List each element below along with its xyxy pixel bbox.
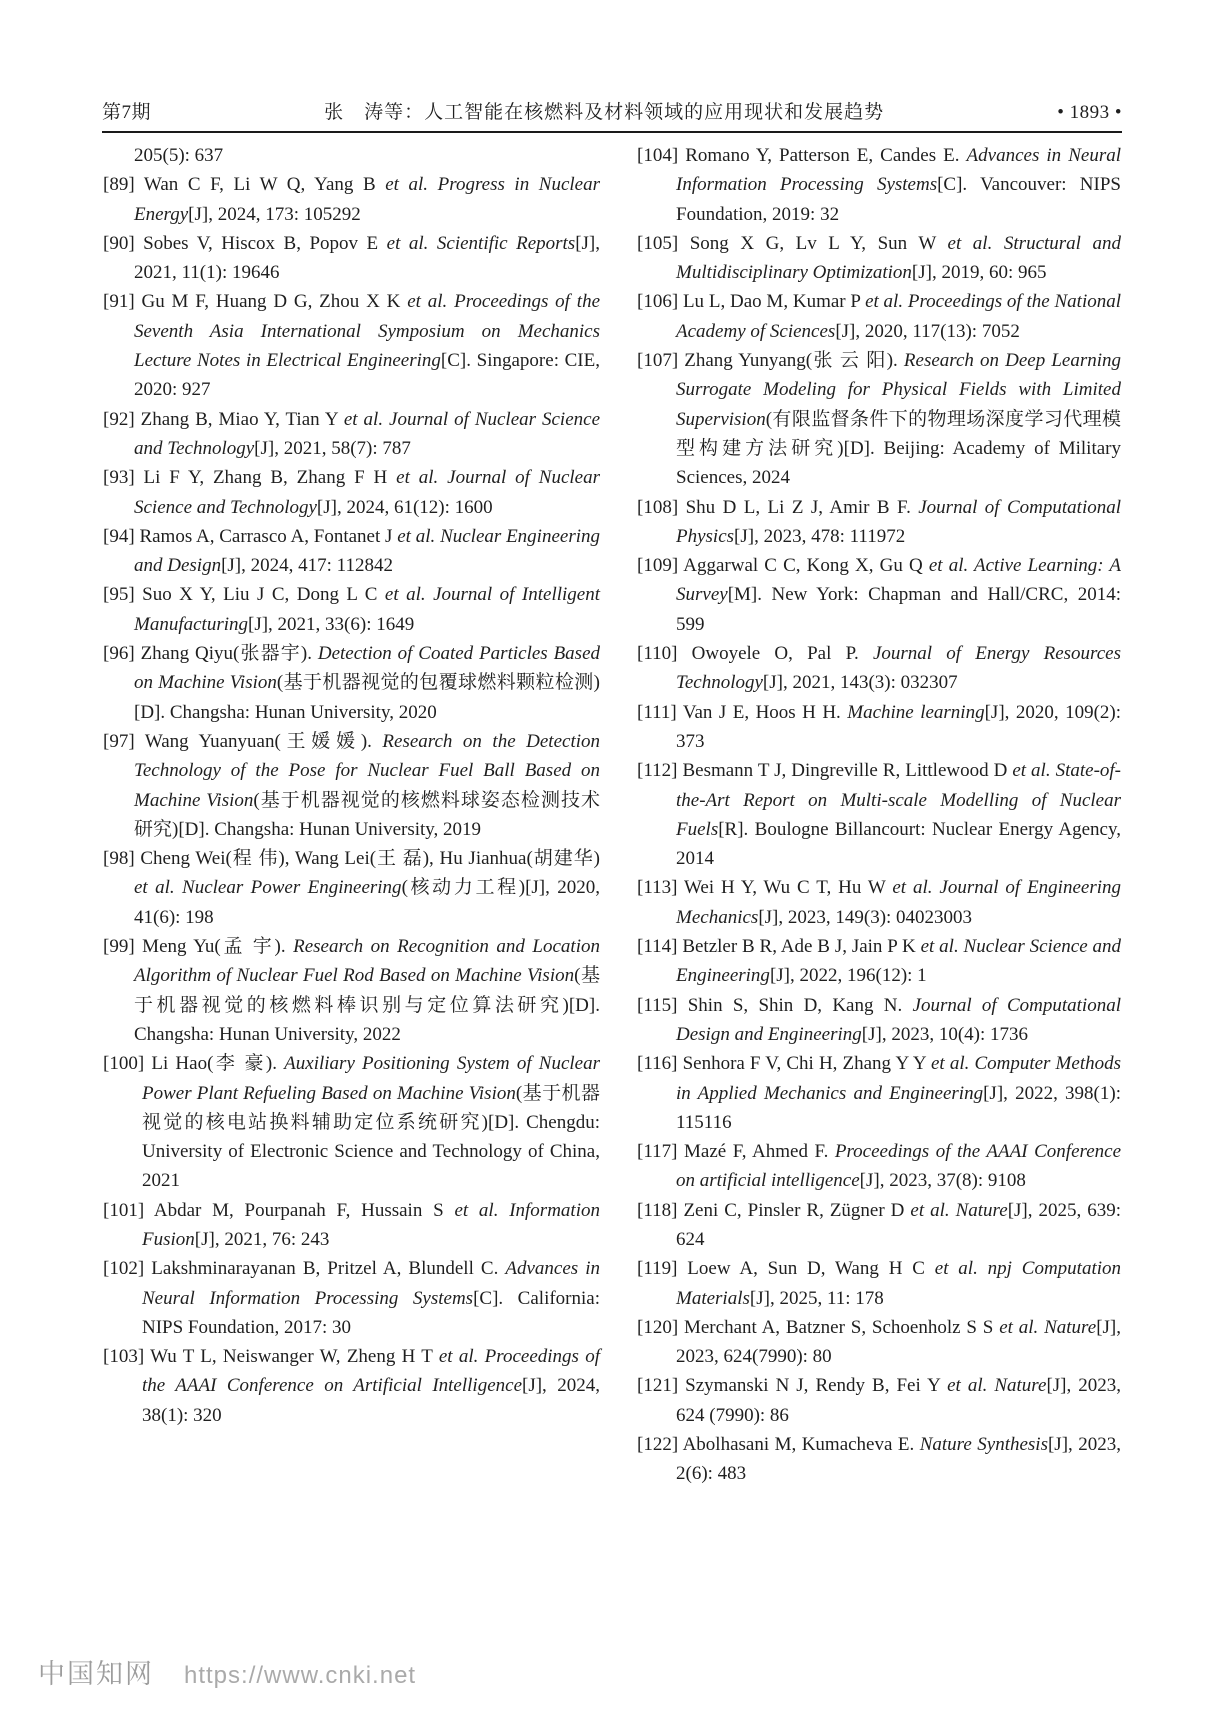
reference-entry bbox=[637, 493, 1121, 552]
reference-entry bbox=[637, 1430, 1121, 1489]
reference-title-italic: Detection of Coated Particles Based on Machine Vision bbox=[134, 643, 600, 694]
reference-text: Zhang Qiyu(张器宇). bbox=[140, 643, 318, 665]
reference-title-italic: Journal of Computational Physics bbox=[676, 496, 1121, 547]
reference-text: [J], 2021, 58(7): 787 bbox=[254, 437, 411, 459]
reference-text: Sobes V, Hiscox B, Popov E bbox=[143, 232, 387, 254]
reference-number: [110] bbox=[637, 643, 692, 665]
reference-text: [J], 2023, 37(8): 9108 bbox=[859, 1170, 1026, 1192]
reference-text: Romano Y, Patterson E, Candes E. bbox=[685, 145, 967, 166]
reference-entry bbox=[637, 1196, 1121, 1255]
reference-text: Suo X Y, Liu J C, Dong L C bbox=[142, 584, 385, 606]
reference-entry bbox=[103, 405, 600, 464]
reference-text: Zhang Yunyang(张 云 阳). bbox=[684, 350, 904, 372]
reference-text: Loew A, Sun D, Wang H C bbox=[687, 1258, 935, 1280]
reference-number: [121] bbox=[637, 1375, 686, 1397]
reference-text: [R]. Boulogne Billancourt: Nuclear Energy Agency, 2014 bbox=[676, 818, 1121, 870]
reference-title-italic: et al. Proceedings of the National Academy of Sciences bbox=[676, 291, 1122, 342]
reference-text: Lakshminarayanan B, Pritzel A, Blundell C. bbox=[151, 1258, 506, 1280]
reference-title-italic: et al. Journal of Nuclear Science and Technology bbox=[134, 467, 601, 518]
reference-entry bbox=[103, 522, 600, 581]
reference-text: Gu M F, Huang D G, Zhou X K bbox=[141, 291, 408, 313]
reference-entry bbox=[637, 1371, 1121, 1430]
reference-number: [108] bbox=[637, 496, 686, 518]
reference-entry bbox=[637, 932, 1121, 991]
reference-title-italic: Research on Recognition and Location Algorithm of Nuclear Fuel Rod Based on Machine Vision bbox=[134, 936, 600, 987]
cnki-url: https://www.cnki.net bbox=[184, 1662, 417, 1689]
reference-text: [C]. Vancouver: NIPS Foundation, 2019: 32 bbox=[676, 174, 1121, 225]
reference-text: [J], 2021, 33(6): 1649 bbox=[248, 613, 415, 635]
reference-title-italic: Advances in Neural Information Processing Systems bbox=[142, 1258, 601, 1309]
reference-text: [J], 2021, 143(3): 032307 bbox=[762, 672, 958, 694]
reference-number: [105] bbox=[637, 232, 690, 254]
issue-label: 第7期 bbox=[102, 102, 152, 123]
reference-number: [92] bbox=[103, 408, 141, 430]
reference-title-italic: Machine learning bbox=[847, 701, 985, 723]
reference-entry bbox=[637, 1049, 1121, 1137]
page-number: • 1893 • bbox=[1057, 102, 1122, 123]
reference-text: [J], 2021, 11(1): 19646 bbox=[134, 232, 601, 284]
reference-text: [J], 2020, 109(2): 373 bbox=[676, 701, 1122, 752]
reference-entry bbox=[103, 229, 600, 288]
cnki-watermark bbox=[38, 1652, 416, 1691]
reference-text: Wu T L, Neiswanger W, Zheng H T bbox=[150, 1346, 439, 1368]
reference-number: [106] bbox=[637, 291, 683, 313]
reference-text: (有限监督条件下的物理场深度学习代理模型构建方法研究)[D]. Beijing: Academy of Military Sciences, 2024 bbox=[676, 408, 1121, 489]
reference-text: Ramos A, Carrasco A, Fontanet J bbox=[139, 525, 398, 547]
reference-text: [J], 2023, 10(4): 1736 bbox=[861, 1023, 1028, 1045]
reference-entry bbox=[103, 1196, 600, 1255]
reference-text: [J], 2023, 624(7990): 80 bbox=[676, 1316, 1121, 1368]
reference-entry bbox=[637, 1137, 1121, 1196]
reference-title-italic: Nature Synthesis bbox=[919, 1434, 1048, 1456]
reference-number: [120] bbox=[637, 1316, 684, 1338]
reference-entry bbox=[637, 1254, 1121, 1313]
reference-title-italic: et al. Proceedings of the Seventh Asia International Symposium on Mechanics Lecture Notes in Electrical Engineering bbox=[134, 291, 600, 372]
reference-text: Shu D L, Li Z J, Amir B F. bbox=[685, 496, 919, 518]
reference-text: Song X G, Lv L Y, Sun W bbox=[689, 232, 948, 254]
reference-text: Senhora F V, Chi H, Zhang Y Y bbox=[682, 1053, 931, 1075]
reference-text: [J], 2022, 398(1): 115116 bbox=[676, 1082, 1121, 1133]
reference-text: Meng Yu(孟 宇). bbox=[142, 936, 294, 958]
reference-number: [96] bbox=[103, 643, 141, 665]
reference-entry bbox=[637, 698, 1121, 757]
reference-number: [91] bbox=[103, 291, 142, 313]
reference-text: [J], 2021, 76: 243 bbox=[194, 1228, 330, 1250]
reference-text: Wei H Y, Wu C T, Hu W bbox=[684, 877, 893, 899]
reference-title-italic: Research on the Detection Technology of the Pose for Nuclear Fuel Ball Based on Machine Vision bbox=[134, 730, 601, 811]
reference-number: [90] bbox=[103, 232, 144, 254]
reference-title-italic: et al. State-of-the-Art Report on Multi-scale Modelling of Nuclear Fuels bbox=[676, 760, 1122, 840]
reference-title-italic: et al. npj Computation Materials bbox=[676, 1258, 1122, 1309]
reference-continuation bbox=[103, 141, 600, 170]
reference-entry bbox=[103, 639, 600, 727]
reference-entry bbox=[637, 756, 1121, 873]
reference-text: Zhang B, Miao Y, Tian Y bbox=[140, 408, 344, 430]
reference-title-italic: Journal of Computational Design and Engineering bbox=[676, 994, 1121, 1045]
reference-text: [J], 2023, 624 (7990): 86 bbox=[676, 1375, 1121, 1426]
reference-text: Besmann T J, Dingreville R, Littlewood D bbox=[682, 760, 1013, 782]
reference-entry bbox=[637, 229, 1121, 288]
reference-number: [102] bbox=[103, 1258, 152, 1280]
reference-entry bbox=[103, 1049, 600, 1195]
reference-number: [89] bbox=[103, 174, 144, 196]
reference-number: [97] bbox=[103, 730, 145, 752]
reference-text: [J], 2019, 60: 965 bbox=[911, 262, 1047, 284]
reference-title-italic: Advances in Neural Information Processing Systems bbox=[676, 145, 1121, 196]
reference-text: Betzler B R, Ade B J, Jain P K bbox=[682, 936, 921, 958]
reference-entry bbox=[103, 580, 600, 639]
reference-entry bbox=[103, 170, 600, 229]
reference-number: [111] bbox=[637, 701, 683, 723]
reference-text: [J], 2024, 417: 112842 bbox=[221, 555, 393, 577]
reference-text: [J], 2022, 196(12): 1 bbox=[769, 965, 927, 987]
reference-number: [119] bbox=[637, 1258, 688, 1280]
reference-text: Li F Y, Zhang B, Zhang F H bbox=[143, 467, 397, 489]
reference-number: [104] bbox=[637, 145, 686, 166]
reference-text: Merchant A, Batzner S, Schoenholz S S bbox=[683, 1316, 1000, 1338]
reference-text: Mazé F, Ahmed F. bbox=[684, 1141, 835, 1163]
reference-entry bbox=[103, 844, 600, 932]
reference-text: Wang Yuanyuan(王媛媛). bbox=[144, 730, 383, 752]
reference-title-italic: et al. Computer Methods in Applied Mechanics and Engineering bbox=[676, 1053, 1121, 1104]
reference-title-italic: et al. Scientific Reports bbox=[386, 232, 576, 254]
reference-text: Shin S, Shin D, Kang N. bbox=[687, 994, 913, 1016]
reference-text: (基于机器视觉的核燃料棒识别与定位算法研究)[D]. Changsha: Hunan University, 2022 bbox=[134, 965, 601, 1045]
reference-entry bbox=[637, 141, 1121, 229]
reference-entry bbox=[637, 551, 1121, 639]
reference-text: Aggarwal C C, Kong X, Gu Q bbox=[683, 555, 929, 577]
reference-text: Abdar M, Pourpanah F, Hussain S bbox=[153, 1199, 455, 1221]
reference-entry bbox=[637, 1313, 1121, 1372]
reference-title-italic: et al. Nature bbox=[947, 1375, 1047, 1397]
reference-number: [98] bbox=[103, 848, 141, 870]
reference-number: [115] bbox=[637, 994, 688, 1016]
reference-text: [J], 2023, 149(3): 04023003 bbox=[758, 906, 973, 928]
reference-text: [J], 2023, 478: 111972 bbox=[734, 525, 906, 547]
reference-number: [94] bbox=[103, 525, 140, 547]
reference-text: [J], 2025, 639: 624 bbox=[676, 1199, 1121, 1250]
references-right-column bbox=[637, 141, 1121, 1489]
reference-title-italic: et al. Nuclear Power Engineering bbox=[134, 877, 402, 899]
reference-text: Lu L, Dao M, Kumar P bbox=[682, 291, 866, 313]
reference-title-italic: Journal of Energy Resources Technology bbox=[676, 643, 1121, 694]
reference-number: [112] bbox=[637, 760, 683, 782]
reference-number: [103] bbox=[103, 1346, 151, 1368]
reference-text: Wan C F, Li W Q, Yang B bbox=[143, 174, 386, 196]
reference-title-italic: et al. Progress in Nuclear Energy bbox=[134, 174, 601, 225]
reference-title-italic: et al. Information Fusion bbox=[142, 1199, 600, 1250]
reference-title-italic: et al. Journal of Engineering Mechanics bbox=[676, 877, 1121, 928]
reference-text: Zeni C, Pinsler R, Zügner D bbox=[683, 1199, 911, 1221]
reference-entry bbox=[103, 932, 600, 1049]
reference-title-italic: et al. Active Learning: A Survey bbox=[676, 555, 1122, 606]
reference-number: [95] bbox=[103, 584, 143, 606]
reference-entry bbox=[637, 991, 1121, 1050]
reference-number: [117] bbox=[637, 1141, 684, 1163]
reference-text: Cheng Wei(程 伟), Wang Lei(王 磊), Hu Jianhua(胡建华) bbox=[140, 848, 600, 870]
reference-entry bbox=[637, 287, 1121, 346]
reference-number: [101] bbox=[103, 1199, 154, 1221]
reference-title-italic: Research on Deep Learning Surrogate Modeling for Physical Fields with Limited Supervision bbox=[676, 350, 1121, 430]
reference-text: Szymanski N J, Rendy B, Fei Y bbox=[685, 1375, 948, 1397]
reference-title-italic: et al. Nuclear Engineering and Design bbox=[134, 525, 601, 577]
reference-number: [93] bbox=[103, 467, 144, 489]
reference-title-italic: et al. Structural and Multidisciplinary Optimization bbox=[676, 232, 1122, 284]
reference-entry bbox=[103, 1342, 600, 1430]
reference-text: [J], 2024, 38(1): 320 bbox=[142, 1375, 600, 1426]
reference-title-italic: Auxiliary Positioning System of Nuclear Power Plant Refueling Based on Machine Vision bbox=[142, 1053, 600, 1104]
reference-title-italic: et al. Nature bbox=[999, 1316, 1097, 1338]
page-header bbox=[102, 97, 1122, 133]
reference-entry bbox=[637, 346, 1121, 492]
reference-number: [118] bbox=[637, 1199, 684, 1221]
reference-entry bbox=[637, 639, 1121, 698]
reference-number: [114] bbox=[637, 936, 683, 958]
reference-title-italic: Proceedings of the AAAI Conference on artificial intelligence bbox=[676, 1141, 1122, 1192]
reference-title-italic: et al. Nature bbox=[910, 1199, 1008, 1221]
reference-text: [J], 2025, 11: 178 bbox=[749, 1287, 884, 1309]
reference-number: [113] bbox=[637, 877, 684, 899]
reference-text: 205(5): 637 bbox=[134, 145, 224, 166]
reference-text: (核动力工程)[J], 2020, 41(6): 198 bbox=[134, 877, 601, 928]
reference-text: Li Hao(李 豪). bbox=[151, 1053, 285, 1075]
reference-number: [99] bbox=[103, 936, 143, 958]
reference-title-italic: et al. Journal of Intelligent Manufacturing bbox=[134, 584, 600, 635]
reference-number: [107] bbox=[637, 350, 685, 372]
cnki-logo-text: 中国知网 bbox=[38, 1659, 154, 1689]
reference-text: [J], 2024, 61(12): 1600 bbox=[316, 496, 493, 518]
reference-title-italic: et al. Proceedings of the AAAI Conference on Artificial Intelligence bbox=[142, 1346, 601, 1397]
reference-text: (基于机器视觉的核电站换料辅助定位系统研究)[D]. Chengdu: University of Electronic Science and Technology of China, 2021 bbox=[142, 1082, 600, 1192]
reference-number: [116] bbox=[637, 1053, 683, 1075]
reference-text: [J], 2024, 173: 105292 bbox=[188, 203, 361, 225]
reference-entry bbox=[103, 287, 600, 404]
reference-title-italic: et al. Nuclear Science and Engineering bbox=[676, 936, 1121, 987]
reference-text: Owoyele O, Pal P. bbox=[691, 643, 873, 665]
reference-text: (基于机器视觉的核燃料球姿态检测技术研究)[D]. Changsha: Hunan University, 2019 bbox=[134, 789, 600, 840]
reference-text: (基于机器视觉的包覆球燃料颗粒检测)[D]. Changsha: Hunan University, 2020 bbox=[134, 672, 601, 723]
reference-entry bbox=[637, 873, 1121, 932]
reference-text: [J], 2020, 117(13): 7052 bbox=[835, 320, 1020, 342]
reference-number: [100] bbox=[103, 1053, 152, 1075]
reference-entry bbox=[103, 463, 600, 522]
reference-text: [J], 2023, 2(6): 483 bbox=[676, 1434, 1121, 1485]
reference-number: [122] bbox=[637, 1434, 683, 1456]
running-title: 张 涛等：人工智能在核燃料及材料领域的应用现状和发展趋势 bbox=[324, 102, 885, 123]
reference-number: [109] bbox=[637, 555, 684, 577]
references-left-column bbox=[103, 141, 600, 1430]
reference-text: [M]. New York: Chapman and Hall/CRC, 2014: 599 bbox=[676, 584, 1121, 635]
reference-text: Abolhasani M, Kumacheva E. bbox=[682, 1434, 920, 1456]
reference-entry bbox=[103, 1254, 600, 1342]
reference-title-italic: et al. Journal of Nuclear Science and Technology bbox=[134, 408, 601, 459]
reference-text: [C]. Singapore: CIE, 2020: 927 bbox=[134, 350, 600, 401]
reference-text: Van J E, Hoos H H. bbox=[682, 701, 848, 723]
reference-entry bbox=[103, 727, 600, 844]
reference-text: [C]. California: NIPS Foundation, 2017: 30 bbox=[142, 1287, 600, 1338]
